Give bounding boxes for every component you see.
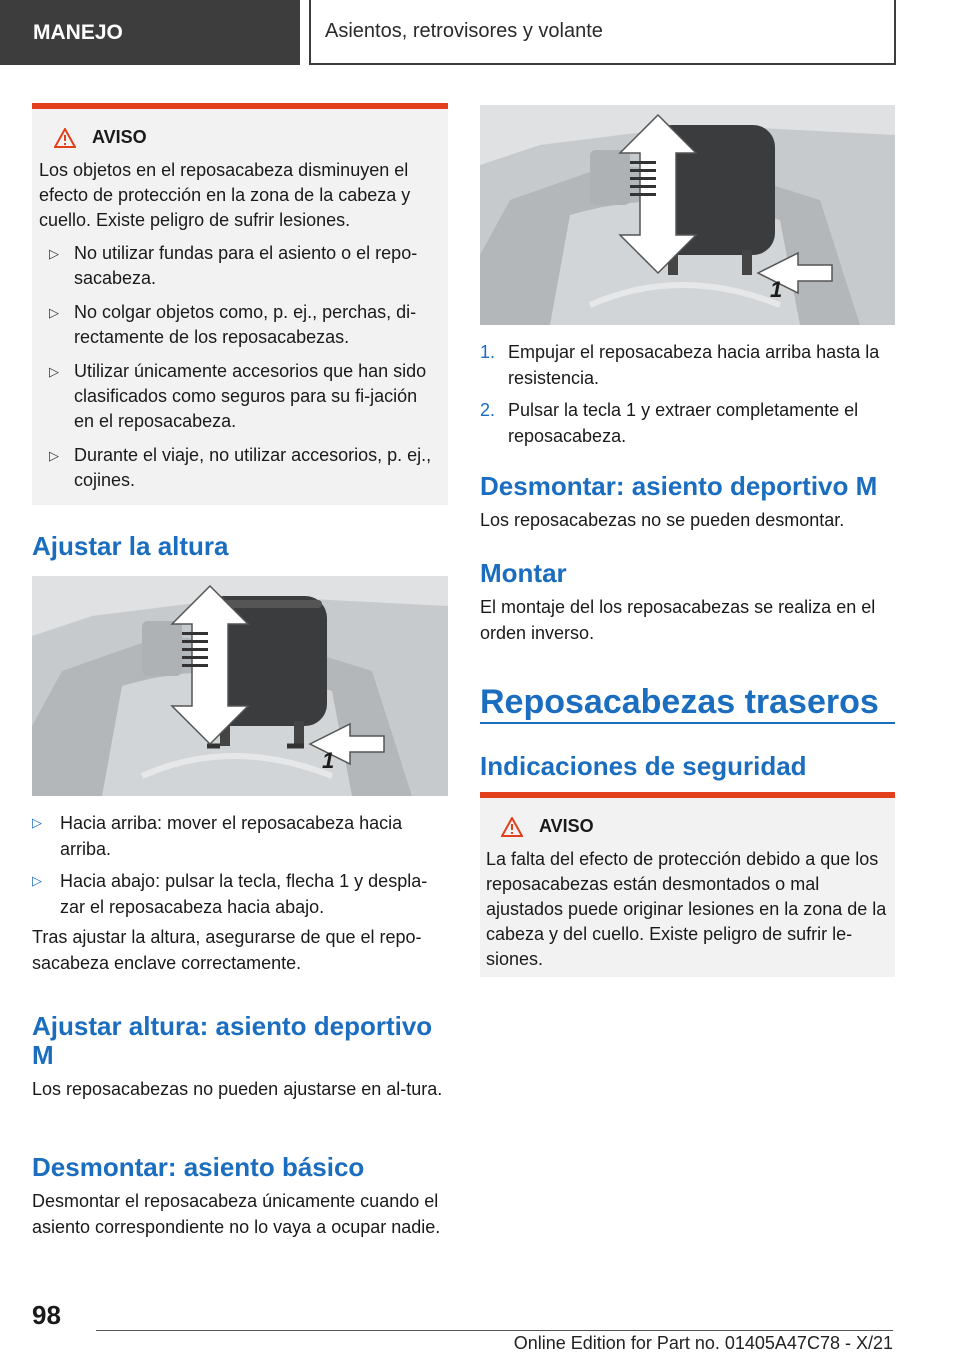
list-item: ▷ Hacia arriba: mover el reposacabeza hacia arriba. <box>32 810 448 862</box>
section-heading: Montar <box>480 558 567 588</box>
section-heading: Ajustar altura: asiento deportivo M <box>32 1011 433 1070</box>
adjust-sport-text: Los reposacabezas no pueden ajustarse en al-tura. <box>32 1079 443 1099</box>
section-heading: Ajustar la altura <box>32 531 229 561</box>
page-number: 98 <box>32 1300 61 1330</box>
callout-number: 1 <box>322 748 335 773</box>
section-heading: Indicaciones de seguridad <box>480 751 807 781</box>
footer-rule <box>96 1330 893 1331</box>
warning-title: AVISO <box>39 125 440 150</box>
headrest-height-illustration <box>32 576 448 796</box>
callout-number: 1 <box>770 277 783 302</box>
headrest-removal-illustration <box>480 105 895 325</box>
adjust-height-list <box>32 810 448 926</box>
footer-text: Online Edition for Part no. 01405A47C78 - X/21 <box>513 1333 893 1353</box>
list-item: ▷ No utilizar fundas para el asiento o el repo-sacabeza. <box>49 243 418 288</box>
list-item: 1. Empujar el reposacabeza hacia arriba hasta la resistencia. <box>480 342 880 388</box>
remove-steps-list <box>480 339 895 455</box>
warning-title: AVISO <box>486 814 887 839</box>
list-item: ▷ Durante el viaje, no utilizar accesorios, p. ej., cojines. <box>49 445 432 490</box>
list-item: ▷ No colgar objetos como, p. ej., perchas, di-rectamente de los reposacabezas. <box>49 302 417 347</box>
bullet-triangle-icon: ▷ <box>49 246 59 261</box>
bullet-triangle-icon: ▷ <box>49 305 59 320</box>
remove-sport-text: Los reposacabezas no se pueden desmontar. <box>480 510 845 530</box>
warning-triangle-icon <box>501 817 523 837</box>
list-item: 2. Pulsar la tecla 1 y extraer completamente el reposacabeza. <box>480 400 859 446</box>
warning-triangle-icon <box>54 128 76 148</box>
mount-text: El montaje del los reposacabezas se realiza en el orden inverso. <box>480 597 876 643</box>
warning-box <box>480 792 895 977</box>
list-item: ▷ Hacia abajo: pulsar la tecla, flecha 1 y despla-zar el reposacabeza hacia abajo. <box>32 868 448 920</box>
warning-box <box>32 103 448 505</box>
section-heading: Desmontar: asiento deportivo M <box>480 471 878 501</box>
bullet-triangle-icon: ▷ <box>49 448 59 463</box>
list-item: ▷ Utilizar únicamente accesorios que han sido clasificados como seguros para su fi-jación en el reposacabeza. <box>49 361 427 431</box>
bullet-triangle-icon: ▷ <box>32 815 42 830</box>
chapter-tab <box>309 0 896 65</box>
section-title: MANEJO <box>33 20 123 44</box>
remove-basic-text: Desmontar el reposacabeza únicamente cuando el asiento correspondiente no lo vaya a ocupar nadie. <box>32 1191 441 1237</box>
warning-text: Los objetos en el reposacabeza disminuyen el efecto de protección en la zona de la cabeza y cuello. Existe peligro de sufrir lesiones. <box>39 160 411 230</box>
chapter-title: Asientos, retrovisores y volante <box>325 20 603 42</box>
heading-rule <box>480 722 895 724</box>
bullet-triangle-icon: ▷ <box>32 873 42 888</box>
bullet-triangle-icon: ▷ <box>49 364 59 379</box>
section-tab <box>0 0 300 65</box>
warning-text: La falta del efecto de protección debido a que los reposacabezas están desmontados o mal ajustados puede originar lesiones en la zona de la cabeza y del cuello. Existe peligro de sufrir le-siones. <box>486 849 887 969</box>
section-heading: Desmontar: asiento básico <box>32 1152 365 1182</box>
adjust-height-note: Tras ajustar la altura, asegurarse de que el repo-sacabeza enclave correctamente. <box>32 927 422 973</box>
warning-list <box>39 241 440 493</box>
chapter-heading: Reposacabezas traseros <box>480 683 879 721</box>
